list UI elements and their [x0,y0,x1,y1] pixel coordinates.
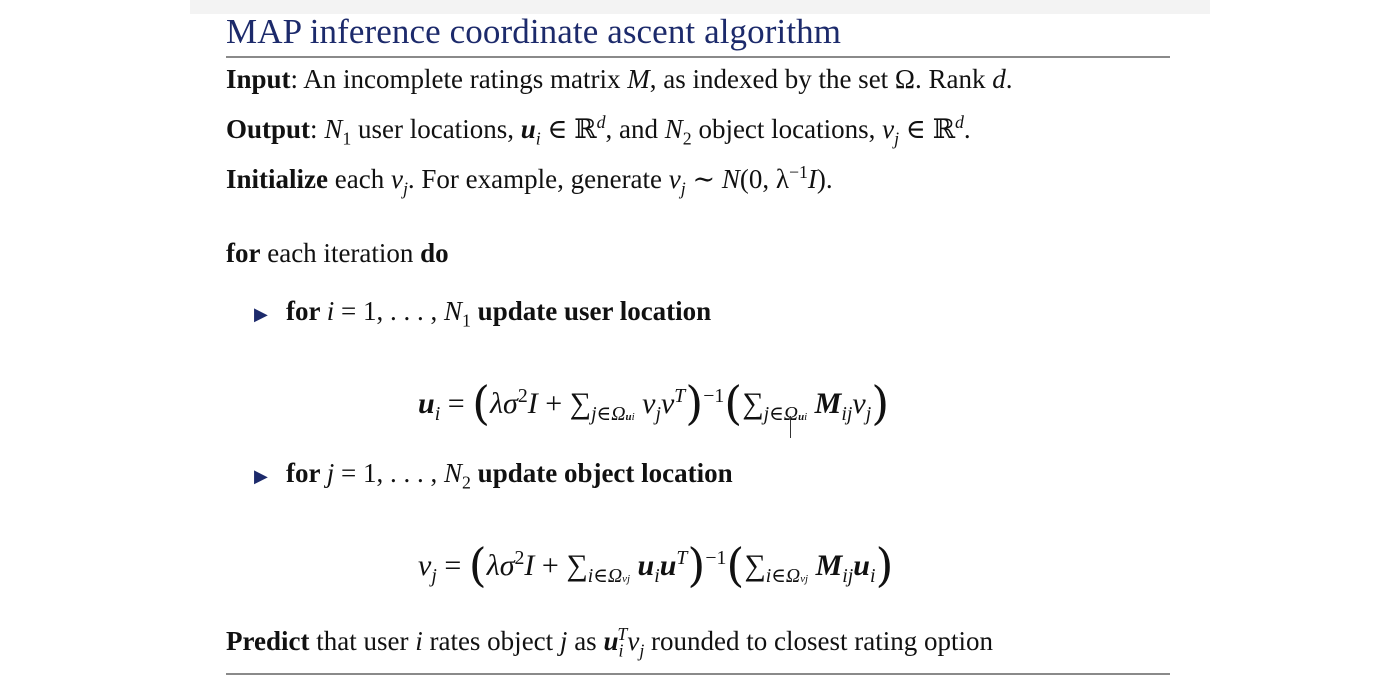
output-in-r: ∈ ℝ [540,114,597,144]
loop-middle: each iteration [260,238,421,268]
eq1-plus: + [537,387,570,420]
eq2-u: u [637,549,655,582]
output-text-5: . [963,114,971,144]
eq2-m: M [815,549,843,582]
eq2-sum-subsubsub: j [626,573,631,585]
eq2-plus: + [534,549,567,582]
eq2-sum2-sub [766,565,808,587]
predict-text-1: that user [309,626,416,656]
eq1-v-sub: j [865,403,872,425]
eq2-open-paren: ( [468,538,487,592]
eq1-sum: ∑ [569,387,592,420]
step-user-update [286,296,712,331]
eq2-sum-sub [588,565,630,587]
initialize-n: N [721,164,740,194]
input-text-2: , as indexed by the set Ω. Rank [649,64,993,94]
eq2-close-paren-2: ) [875,538,894,592]
predict-text-4: rounded to closest rating option [644,626,993,656]
eq1-sum2-sub-text: j∈Ω [763,403,799,425]
eq2-close-paren: ) [687,538,706,592]
input-var-d: d [992,64,1006,94]
eq2-sum2-subsub: v [800,573,806,585]
eq2-two: 2 [514,547,525,569]
eq1-open-paren-2: ( [724,376,743,430]
bullet-icon: ▶ [254,466,268,486]
title-rule [226,56,1170,58]
eq1-two: 2 [517,385,528,407]
step2-for: for [286,458,327,488]
eq2-sum2: ∑ [744,549,766,582]
initialize-label: Initialize [226,164,328,194]
output-u-sub: i [535,128,541,149]
output-d-sup: d [596,112,606,132]
eq1-sum-subsub: u [625,411,632,423]
predict-text-3: as [567,626,604,656]
predict-label: Predict [226,626,310,656]
initialize-v: v [390,164,403,194]
input-label: Input [226,64,291,94]
step-object-update [286,458,733,493]
initialize-text-1: each [328,164,391,194]
eq1-lhs-sub: i [434,403,441,425]
input-text-1: : An incomplete ratings matrix [290,64,628,94]
predict-u: u [603,626,619,656]
predict-v: v [627,626,640,656]
input-var-m: M [627,64,650,94]
eq1-lambda-sigma: λσ [490,387,518,420]
loop-do: do [420,238,449,268]
eq2-m-sub: ij [842,565,854,587]
step2-label: update object location [470,458,733,488]
eq1-t: T [674,385,686,407]
predict-t: T [617,624,628,644]
step2-j: j [326,458,335,488]
predict-line [226,624,993,661]
predict-i: i [415,626,423,656]
eq2-sum-subsub: v [622,573,627,585]
output-n2: N [664,114,683,144]
eq2-ut: u [659,549,677,582]
initialize-v2-sub: j [680,178,686,199]
eq1-close-paren-2: ) [871,376,890,430]
eq2-inv: −1 [705,547,727,569]
output-v-sub: j [894,128,900,149]
initialize-text-5: ). [816,164,833,194]
eq1-identity: I [527,387,538,420]
eq1-open-paren: ( [472,376,491,430]
eq1-sum-subsubsub: i [631,411,635,423]
output-n1: N [324,114,343,144]
output-d-sup2: d [955,112,964,132]
eq2-u2-sub: i [869,565,876,587]
input-text-3: . [1005,64,1013,94]
eq1-vjt: v [660,387,675,420]
loop-for: for [226,238,261,268]
eq1-vj-sub: j [655,403,661,425]
output-n2-sub: 2 [682,128,692,149]
output-text-1: : [310,114,325,144]
eq1-m: M [814,387,842,420]
eq2-u-sub: i [654,565,660,587]
initialize-text-2: . For example, generate [407,164,669,194]
eq2-sum-sub-text: i∈Ω [587,565,623,587]
output-u: u [520,114,536,144]
output-label: Output [226,114,311,144]
eq2-lhs: v [418,549,432,582]
initialize-text-3: ∼ [685,164,722,194]
eq1-sum-sub [591,403,635,425]
eq1-sum2-sub [764,403,808,425]
loop-line [226,238,449,269]
initialize-v2: v [668,164,681,194]
eq2-identity: I [524,549,535,582]
predict-u-sub: i [618,640,624,661]
output-v: v [882,114,895,144]
step2-n-sub: 2 [462,472,471,493]
eq1-close-paren: ) [685,376,704,430]
eq2-open-paren-2: ( [726,538,745,592]
eq2-equals: = [436,549,469,582]
initialize-sup: −1 [788,162,808,182]
eq2-u2: u [853,549,870,582]
step1-n: N [444,296,463,326]
eq2-sum2-sub-text: i∈Ω [765,565,801,587]
eq1-v: v [852,387,866,420]
step1-label: update user location [470,296,712,326]
eq1-lhs: u [418,387,435,420]
eq2-sum: ∑ [566,549,588,582]
input-line [226,64,1012,95]
predict-text-2: rates object [422,626,560,656]
user-update-equation [418,376,889,430]
output-text-4: object locations, [691,114,883,144]
eq1-vj: v [642,387,656,420]
initialize-v-sub: j [402,178,408,199]
eq2-sum2-subsubsub: j [805,573,809,585]
eq2-t: T [676,547,688,569]
initialize-line [226,162,833,199]
eq2-lhs-sub: j [431,565,437,587]
bottom-rule [226,673,1170,675]
step2-n: N [444,458,463,488]
eq1-sum2-subsubsub: i [804,411,808,423]
bullet-icon: ▶ [254,304,268,324]
predict-j: j [559,626,568,656]
predict-v-sub: j [639,640,645,661]
eq1-inv: −1 [703,385,725,407]
step1-n-sub: 1 [462,310,471,331]
text-cursor-icon [790,416,799,438]
slide-title: MAP inference coordinate ascent algorithm [226,12,842,51]
step1-i: i [326,296,335,326]
eq1-sum2-subsub: u [798,411,805,423]
output-text-2: user locations, [351,114,521,144]
eq1-equals: = [440,387,473,420]
eq1-m-sub: ij [841,403,853,425]
output-text-3: , and [605,114,665,144]
step1-range: = 1, . . . , [334,296,444,326]
eq1-sum-sub-text: j∈Ω [591,403,626,425]
step1-for: for [286,296,327,326]
eq2-lambda-sigma: λσ [486,549,515,582]
initialize-i: I [807,164,817,194]
output-line [226,112,971,149]
output-in-r2: ∈ ℝ [899,114,956,144]
output-n1-sub: 1 [342,128,352,149]
step2-range: = 1, . . . , [334,458,444,488]
object-update-equation [418,538,893,592]
eq1-sum2: ∑ [742,387,764,420]
initialize-text-4: (0, λ [739,164,789,194]
